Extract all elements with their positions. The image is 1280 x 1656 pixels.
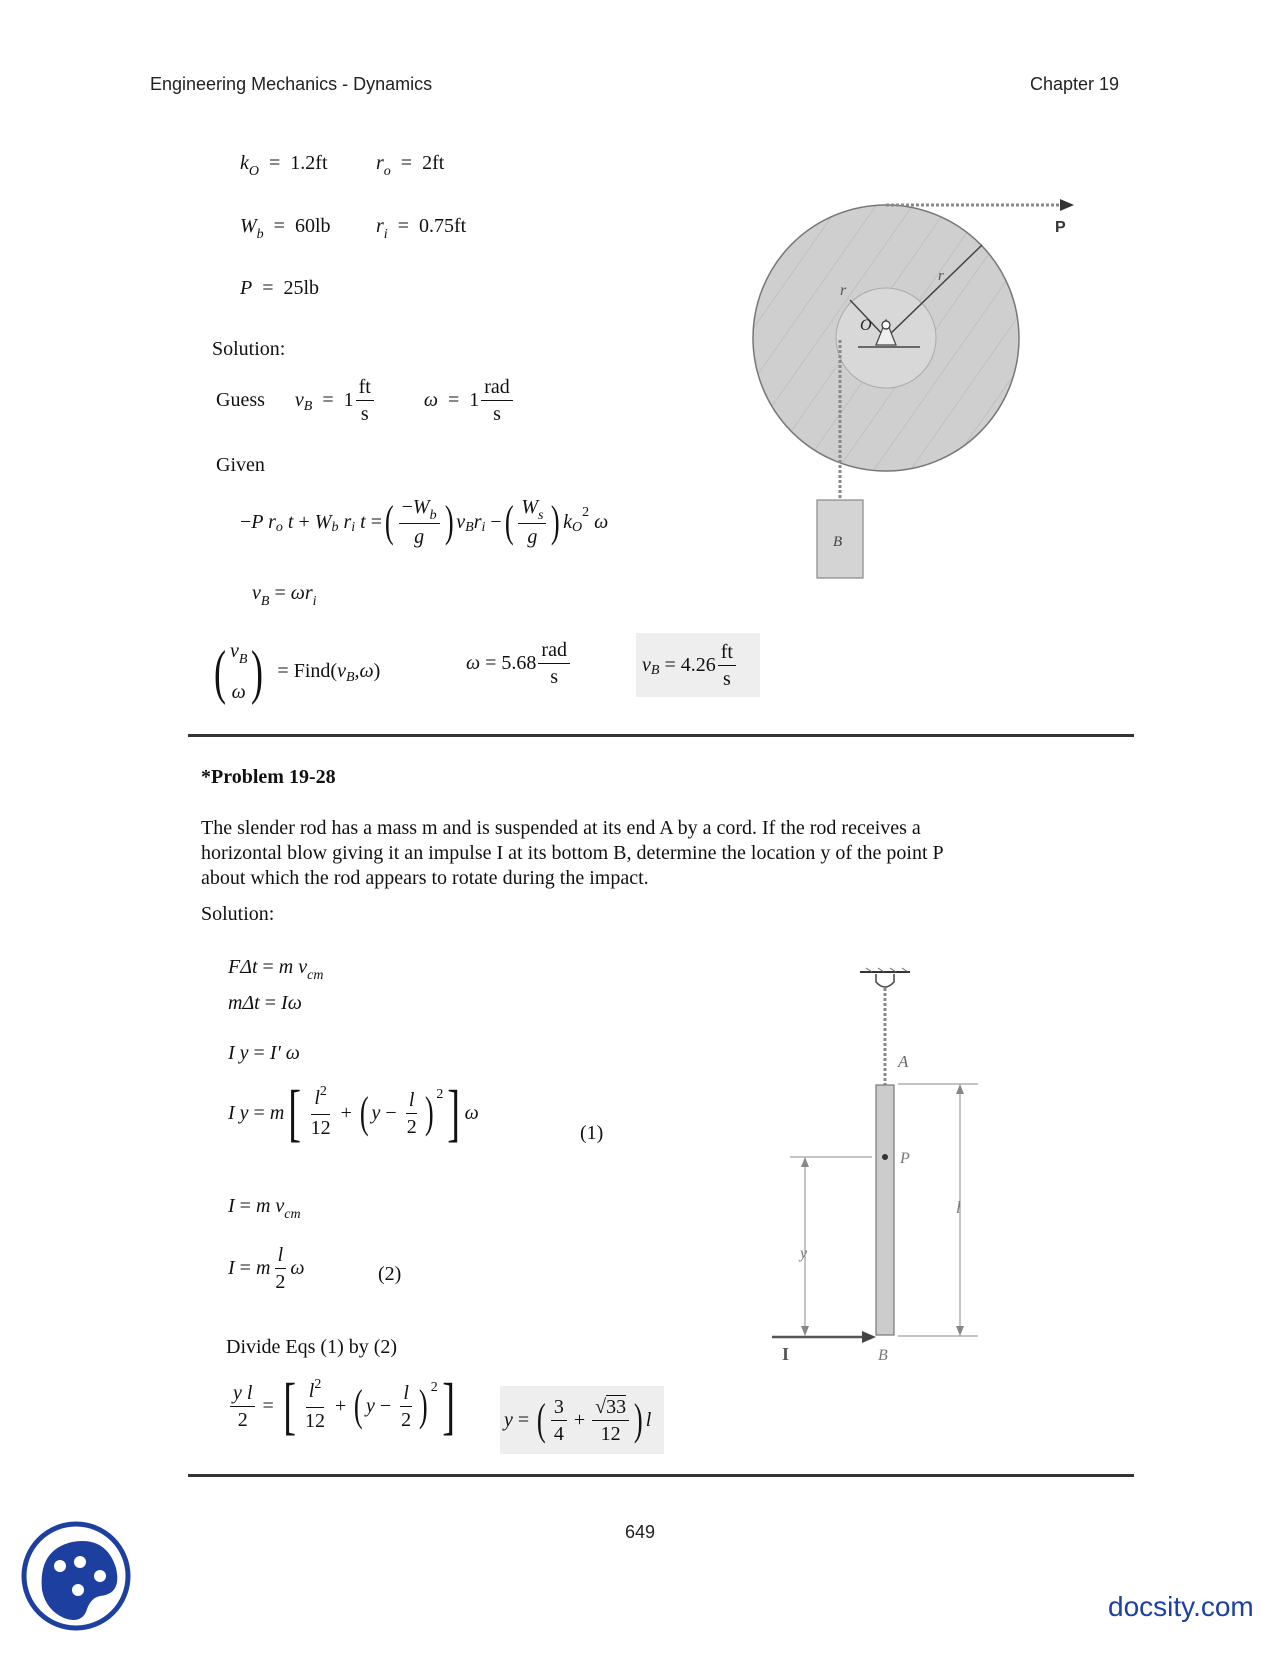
equation-1-tag: (1) bbox=[580, 1122, 604, 1144]
result-vB: v B = 4.26 $\frac{ft}{s}$ bbox=[636, 633, 760, 697]
solution-label: Solution: bbox=[212, 338, 286, 360]
moment-eq: I y = I' ω bbox=[228, 1042, 300, 1064]
label-B2: B bbox=[878, 1347, 888, 1364]
equation-2: I = m $\frac{l}{2}$ ω bbox=[228, 1244, 305, 1293]
divider-top bbox=[188, 734, 1134, 737]
divider-bottom bbox=[188, 1474, 1134, 1477]
equation-2-tag: (2) bbox=[378, 1263, 402, 1285]
problem-title: *Problem 19-28 bbox=[201, 766, 336, 788]
running-header-chapter: Chapter 19 bbox=[1030, 74, 1120, 94]
divide-label: Divide Eqs (1) by (2) bbox=[226, 1336, 398, 1358]
running-header-title: Engineering Mechanics - Dynamics bbox=[150, 74, 433, 94]
given-ro: $r_o = 2ft$ bbox=[376, 152, 445, 179]
given-label: Given bbox=[216, 454, 265, 476]
rod-figure bbox=[760, 960, 1000, 1400]
label-P: P bbox=[1055, 219, 1066, 236]
docsity-logo-icon[interactable] bbox=[20, 1520, 132, 1632]
equation-1: I y = m [ $\frac{l^2}{12}$ + ( y − $\frac{l}{2}$ ) 2 ] ω bbox=[228, 1077, 479, 1148]
linear-impulse: I = m $v_{cm}$ bbox=[228, 1195, 301, 1222]
kinematic-equation: $v_B = \omega r_i$ bbox=[252, 582, 317, 609]
problem-line-2: horizontal blow giving it an impulse I at its bottom B, determine the location y of the point P bbox=[201, 842, 944, 864]
final-answer: y = ( $\frac{3}{4}$ + $\frac{√33}{12}$ ) l bbox=[500, 1386, 664, 1454]
impulse-momentum: FΔt = m $v_{cm}$ bbox=[228, 956, 324, 983]
label-y: y bbox=[800, 1245, 808, 1262]
problem-line-1: The slender rod has a mass m and is suspended at its end A by a cord. If the rod receives a bbox=[201, 817, 921, 839]
divided-equation: $\frac{\text{y l}}{2}$ = [ $\frac{l^2}{12}$ + ( y − $\frac{l}{2}$ ) 2 ] bbox=[228, 1378, 459, 1434]
guess-line: Guess v B = 1 $\frac{ft}{s}$ ω = 1 $\frac{\text{rad}}{s}$ bbox=[216, 374, 515, 427]
page-number: 649 bbox=[625, 1522, 656, 1542]
moment-equation: − P r o t + W b r i t = ( $\frac{-W_b}{g}$ ) v B r i − ( $\frac{W_s}{g}$ ) k O 2 ω bbox=[240, 496, 609, 548]
result-omega: ω = 5.68 $\frac{\text{rad}}{s}$ bbox=[466, 637, 572, 690]
label-P2: P bbox=[900, 1150, 910, 1167]
given-P: P = 25lb bbox=[240, 277, 320, 299]
problem-line-3: about which the rod appears to rotate during the impact. bbox=[201, 867, 649, 889]
angular-impulse: mΔt = Iω bbox=[228, 992, 302, 1014]
label-A: A bbox=[898, 1052, 909, 1071]
label-ri: r bbox=[840, 282, 847, 299]
point-P bbox=[882, 1154, 888, 1160]
label-O: O bbox=[860, 317, 872, 334]
slender-rod bbox=[876, 1085, 894, 1335]
label-ro: r bbox=[938, 268, 944, 284]
arrow-P bbox=[1060, 199, 1074, 211]
given-kO: $k_O = 1.2ft$ bbox=[240, 152, 328, 179]
problem-solution-label: Solution: bbox=[201, 903, 275, 925]
label-B: B bbox=[833, 534, 843, 550]
find-line: ( $v_B$ ω ) = Find ( v B , ω ) bbox=[213, 638, 381, 705]
given-Wb: $W_b = 60lb$ bbox=[240, 215, 331, 242]
label-l: l bbox=[956, 1198, 961, 1217]
docsity-brand[interactable]: docsity.com bbox=[1108, 1591, 1254, 1622]
label-I: I bbox=[782, 1344, 790, 1364]
given-ri: $r_i = 0.75ft$ bbox=[376, 215, 467, 242]
spool-figure bbox=[740, 190, 1080, 650]
